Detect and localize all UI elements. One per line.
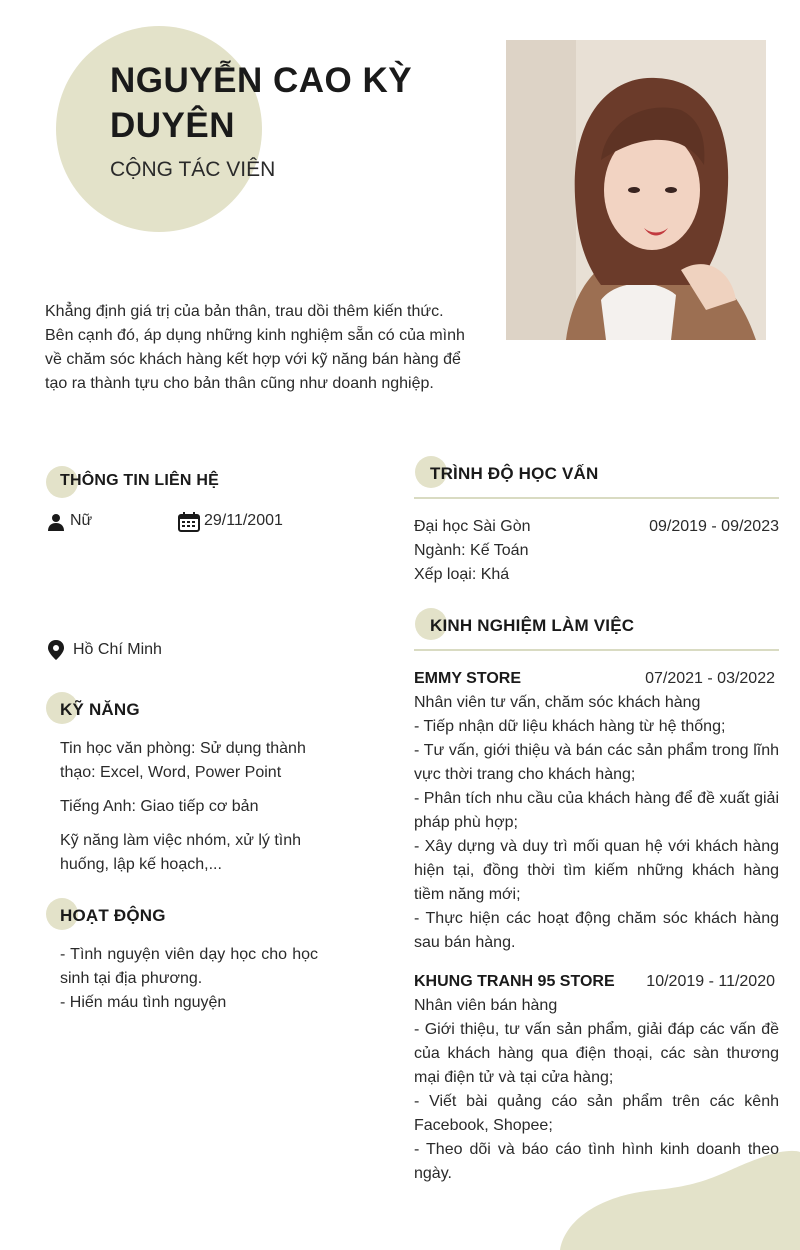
career-objective: Khẳng định giá trị của bản thân, trau dồi thêm kiến thức. Bên cạnh đó, áp dụng những kinh nghiệm sẵn có của mình về chăm sóc khách hàng kết hợp với kỹ năng bán hàng để tạo ra thành tựu cho bản thân cũng như doanh nghiệp. [45,303,465,392]
calendar-icon [178,512,200,532]
birthday-value: 29/11/2001 [204,512,283,529]
map-pin-icon [46,640,66,660]
education-period: 09/2019 - 09/2023 [649,518,779,535]
profile-photo [506,40,766,340]
job-duty: - Giới thiệu, tư vấn sản phẩm, giải đáp các vấn đề của khách hàng qua điện thoại, các sàn thương mại điện tử và tại cửa hàng; [414,1021,779,1086]
education-school: Đại học Sài Gòn [414,518,531,535]
contact-section-title: THÔNG TIN LIÊN HỆ [60,472,219,489]
job-duty: - Tiếp nhận dữ liệu khách hàng từ hệ thống; [414,718,726,735]
skill-item: Kỹ năng làm việc nhóm, xử lý tình huống, lập kế hoạch,... [60,832,302,873]
education-major: Ngành: Kế Toán [414,542,529,559]
skill-item: Tiếng Anh: Giao tiếp cơ bản [60,798,259,815]
address-value: Hồ Chí Minh [73,641,162,658]
skill-item: Tin học văn phòng: Sử dụng thành thạo: Excel, Word, Power Point [60,740,306,781]
job-position: Nhân viên tư vấn, chăm sóc khách hàng [414,694,701,711]
activity-item: - Hiến máu tình nguyện [60,994,227,1011]
activities-section-title: HOẠT ĐỘNG [60,906,166,925]
profile-photo-illustration [506,40,766,340]
job-duty: - Tư vấn, giới thiệu và bán các sản phẩm trong lĩnh vực thời trang cho khách hàng; [414,742,779,783]
job-duty: - Theo dõi và báo cáo tình hình kinh doanh theo ngày. [414,1141,779,1182]
skills-section-title: KỸ NĂNG [60,700,140,719]
gender-value: Nữ [70,512,93,529]
job-position: Nhân viên bán hàng [414,997,558,1014]
job-company: EMMY STORE [414,670,521,687]
activity-item: - Tình nguyện viên dạy học cho học sinh tại địa phương. [60,946,318,987]
education-section-title: TRÌNH ĐỘ HỌC VẤN [430,464,599,483]
job-period: 07/2021 - 03/2022 [645,670,775,687]
education-grade: Xếp loại: Khá [414,566,510,583]
section-divider [414,649,779,651]
section-divider [414,497,779,499]
job-period: 10/2019 - 11/2020 [646,973,775,990]
job-duty: - Viết bài quảng cáo sản phẩm trên các kênh Facebook, Shopee; [414,1093,779,1134]
experience-section-title: KINH NGHIỆM LÀM VIỆC [430,616,635,635]
job-duty: - Xây dựng và duy trì mối quan hệ với khách hàng hiện tại, đồng thời tìm kiếm những khách hàng tiềm năng mới; [414,838,779,903]
job-duty: - Thực hiện các hoạt động chăm sóc khách hàng sau bán hàng. [414,910,779,951]
candidate-name: NGUYỄN CAO KỲ DUYÊN [110,61,413,145]
job-company: KHUNG TRANH 95 STORE [414,973,615,990]
person-icon [46,512,66,532]
job-duty: - Phân tích nhu cầu của khách hàng để đề xuất giải pháp phù hợp; [414,790,779,831]
candidate-role: CỘNG TÁC VIÊN [110,158,276,181]
